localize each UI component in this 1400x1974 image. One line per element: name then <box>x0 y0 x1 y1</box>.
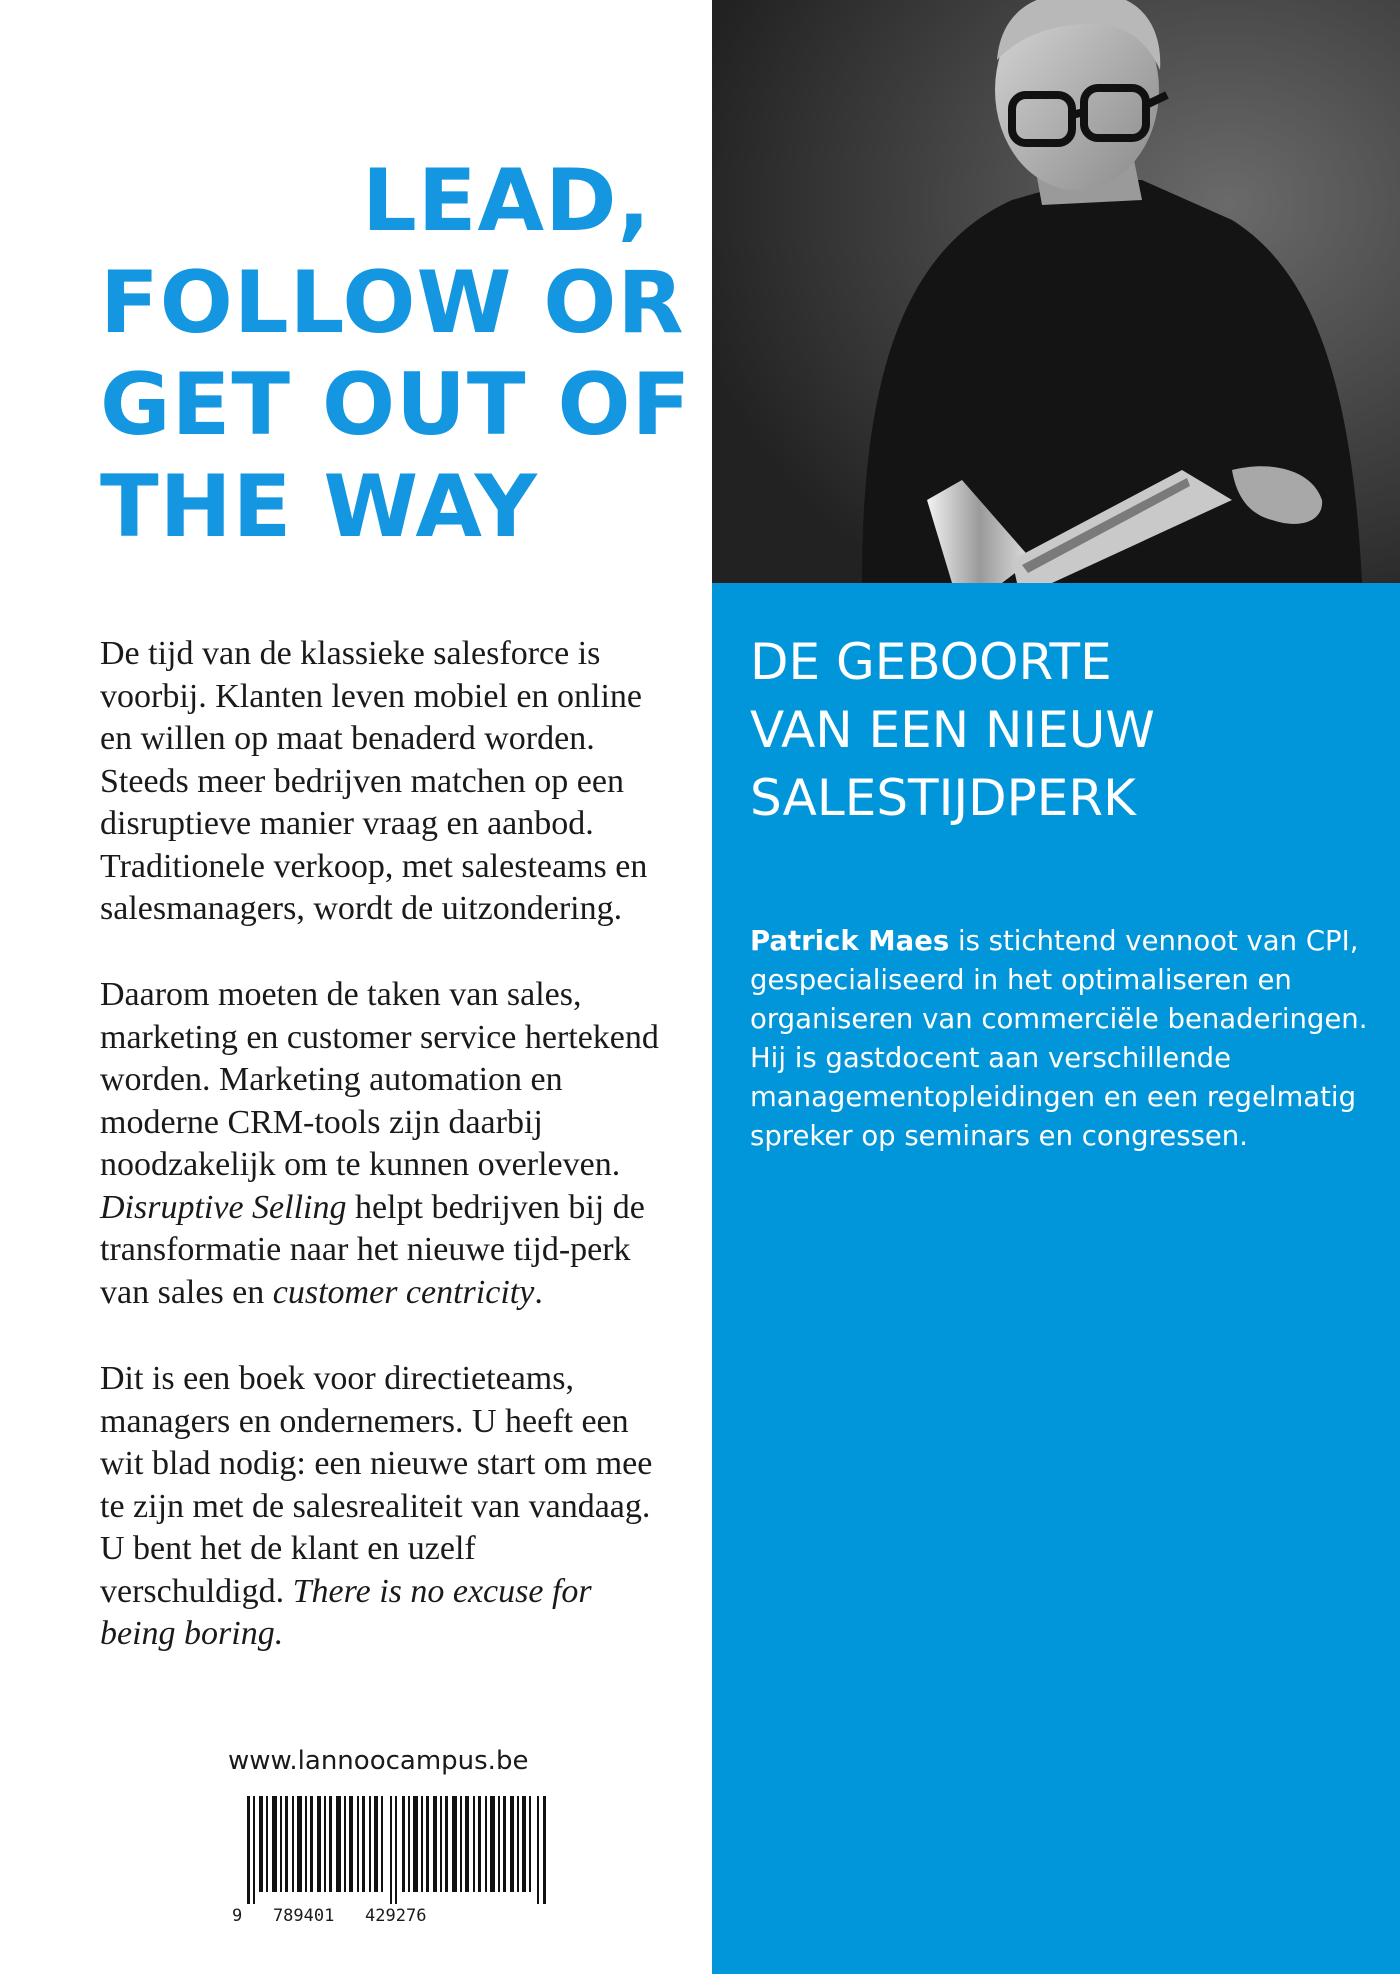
headline <box>100 150 692 558</box>
headline-line-4: THE WAY <box>100 457 538 557</box>
subtitle-line-1: DE GEBOORTE <box>750 633 1112 691</box>
book-title-italic: Disruptive Selling <box>100 1188 347 1226</box>
author-bio-text: is stichtend vennoot van CPI, gespecialiseerd in het optimaliseren en organiseren van commerciële benaderingen. Hij is gastdocent aan verschillende managementopleidingen en een regelmatig spreker op seminars en congressen. <box>750 925 1368 1152</box>
description-paragraph-3 <box>100 1358 660 1656</box>
paragraph-2-period: . <box>534 1273 543 1311</box>
headline-line-1: LEAD, <box>362 151 652 251</box>
barcode <box>247 1796 547 1904</box>
author-bio <box>750 922 1370 1156</box>
publisher-url: www.lannoocampus.be <box>228 1746 529 1776</box>
author-photo <box>712 0 1400 583</box>
headline-line-3: GET OUT OF <box>100 355 692 455</box>
closing-tagline-italic: There is no excuse for being boring. <box>100 1572 592 1652</box>
paragraph-2-text-a: Daarom moeten de taken van sales, marketing en customer service hertekend worden. Marketing automation en moderne CRM-tools zijn daarbij noodzakelijk om te kunnen overleven. <box>100 976 659 1183</box>
author-photo-illustration <box>712 0 1400 583</box>
paragraph-2-text-b: helpt bedrijven bij de transformatie naar het nieuwe tijd-perk van sales en <box>100 1188 645 1311</box>
subtitle <box>750 628 1370 832</box>
customer-centricity-italic: customer centricity <box>272 1273 535 1311</box>
description-paragraph-1: De tijd van de klassieke salesforce is voorbij. Klanten leven mobiel en online en willen op maat benaderd worden. Steeds meer bedrijven matchen op een disruptieve manier vraag en aanbod. Traditionele verkoop, met salesteams en salesmanagers, wordt de uitzondering. <box>100 635 648 927</box>
author-name: Patrick Maes <box>750 925 950 957</box>
subtitle-line-3: SALESTIJDPERK <box>750 769 1136 827</box>
headline-line-2: FOLLOW OR <box>100 253 685 353</box>
barcode-digits: 9 789401 429276 <box>232 1906 427 1926</box>
description-paragraph-2 <box>100 974 660 1314</box>
subtitle-line-2: VAN EEN NIEUW <box>750 701 1155 759</box>
paragraph-3-text: Dit is een boek voor directieteams, managers en ondernemers. U heeft een wit blad nodig: een nieuwe start om mee te zijn met de salesrealiteit van vandaag. U bent het de klant en uzelf verschuldigd. <box>100 1360 653 1610</box>
